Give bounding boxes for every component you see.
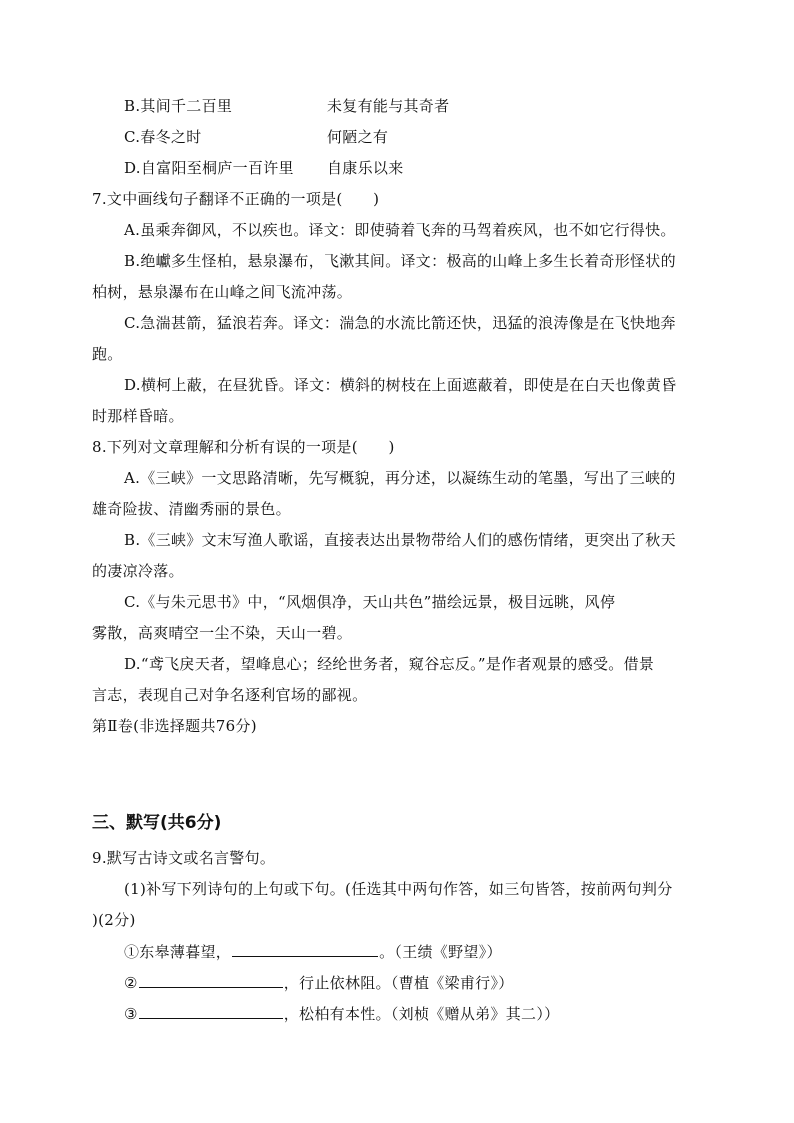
q6-option-d-text: D.自富阳至桐庐一百许里	[124, 159, 294, 177]
q7-option-c-line1: C.急湍甚箭，猛浪若奔。译文：湍急的水流比箭还快，迅猛的浪涛像是在飞快地奔	[124, 314, 676, 332]
q9-sub1-line2: )(2分)	[92, 911, 136, 929]
q7-option-a: A.虽乘奔御风，不以疾也。译文：即使骑着飞奔的马驾着疾风，也不如它行得快。	[124, 221, 676, 239]
q6-option-b-second: 未复有能与其奇者	[327, 97, 450, 115]
q8-option-d-line2: 言志，表现自己对争名逐利官场的鄙视。	[92, 686, 368, 704]
q9-item-2-suffix: ，行止依林阻。（曹植《梁甫行》）	[283, 974, 514, 992]
q7-option-b-line2: 柏树，悬泉瀑布在山峰之间飞流冲荡。	[92, 283, 353, 301]
q6-option-d-second: 自康乐以来	[327, 159, 404, 177]
q8-option-a-line2: 雄奇险拔、清幽秀丽的景色。	[92, 500, 291, 518]
q7-option-d-line2: 时那样昏暗。	[92, 407, 184, 425]
q8-option-b-line1: B.《三峡》文末写渔人歌谣，直接表达出景物带给人们的感伤情绪，更突出了秋天	[124, 531, 676, 549]
q9-item-1	[124, 941, 502, 962]
q9-item-3-blank[interactable]	[139, 1003, 283, 1019]
q8-stem: 8.下列对文章理解和分析有误的一项是( )	[92, 438, 395, 456]
q9-item-3-suffix: ，松柏有本性。（刘桢《赠从弟》其二））	[283, 1005, 560, 1023]
q9-item-1-suffix: 。（王绩《野望》）	[379, 943, 502, 961]
q9-item-2-prefix: ②	[124, 974, 138, 992]
q9-item-3	[124, 1003, 559, 1024]
q8-option-b-line2: 的凄凉冷落。	[92, 562, 184, 580]
q7-option-b-line1: B.绝巘多生怪柏，悬泉瀑布，飞漱其间。译文：极高的山峰上多生长着奇形怪状的	[124, 252, 676, 270]
q8-option-d-line1: D.“鸢飞戾天者，望峰息心；经纶世务者，窥谷忘反。”是作者观景的感受。借景	[124, 655, 655, 673]
q6-option-d	[124, 158, 294, 178]
part2-heading: 第Ⅱ卷(非选择题共76分)	[92, 717, 257, 735]
q8-option-c-line1: C.《与朱元思书》中，“风烟俱净，天山共色”描绘远景，极目远眺，风停	[124, 593, 616, 611]
q9-stem: 9.默写古诗文或名言警句。	[92, 849, 276, 867]
section3-title: 三、默写(共6分)	[92, 813, 222, 833]
q9-item-2	[124, 972, 514, 993]
q6-option-c-second: 何陋之有	[327, 128, 389, 146]
q6-option-b	[124, 96, 232, 116]
q9-item-3-prefix: ③	[124, 1005, 138, 1023]
q8-option-c-line2: 雾散，高爽晴空一尘不染，天山一碧。	[92, 624, 353, 642]
q6-option-b-text: B.其间千二百里	[124, 97, 233, 115]
q9-item-1-blank[interactable]	[232, 941, 378, 957]
q9-item-2-blank[interactable]	[139, 972, 283, 988]
q9-sub1-line1: (1)补写下列诗句的上句或下句。(任选其中两句作答，如三句皆答，按前两句判分	[124, 880, 673, 898]
q7-stem: 7.文中画线句子翻译不正确的一项是( )	[92, 190, 380, 208]
q9-item-1-prefix: ①东皋薄暮望，	[124, 943, 232, 961]
q7-option-d-line1: D.横柯上蔽，在昼犹昏。译文：横斜的树枝在上面遮蔽着，即使是在白天也像黄昏	[124, 376, 677, 394]
q7-option-c-line2: 跑。	[92, 345, 123, 363]
q8-option-a-line1: A.《三峡》一文思路清晰，先写概貌，再分述，以凝练生动的笔墨，写出了三峡的	[124, 469, 676, 487]
q6-option-c-text: C.春冬之时	[124, 128, 202, 146]
q6-option-c	[124, 127, 202, 147]
